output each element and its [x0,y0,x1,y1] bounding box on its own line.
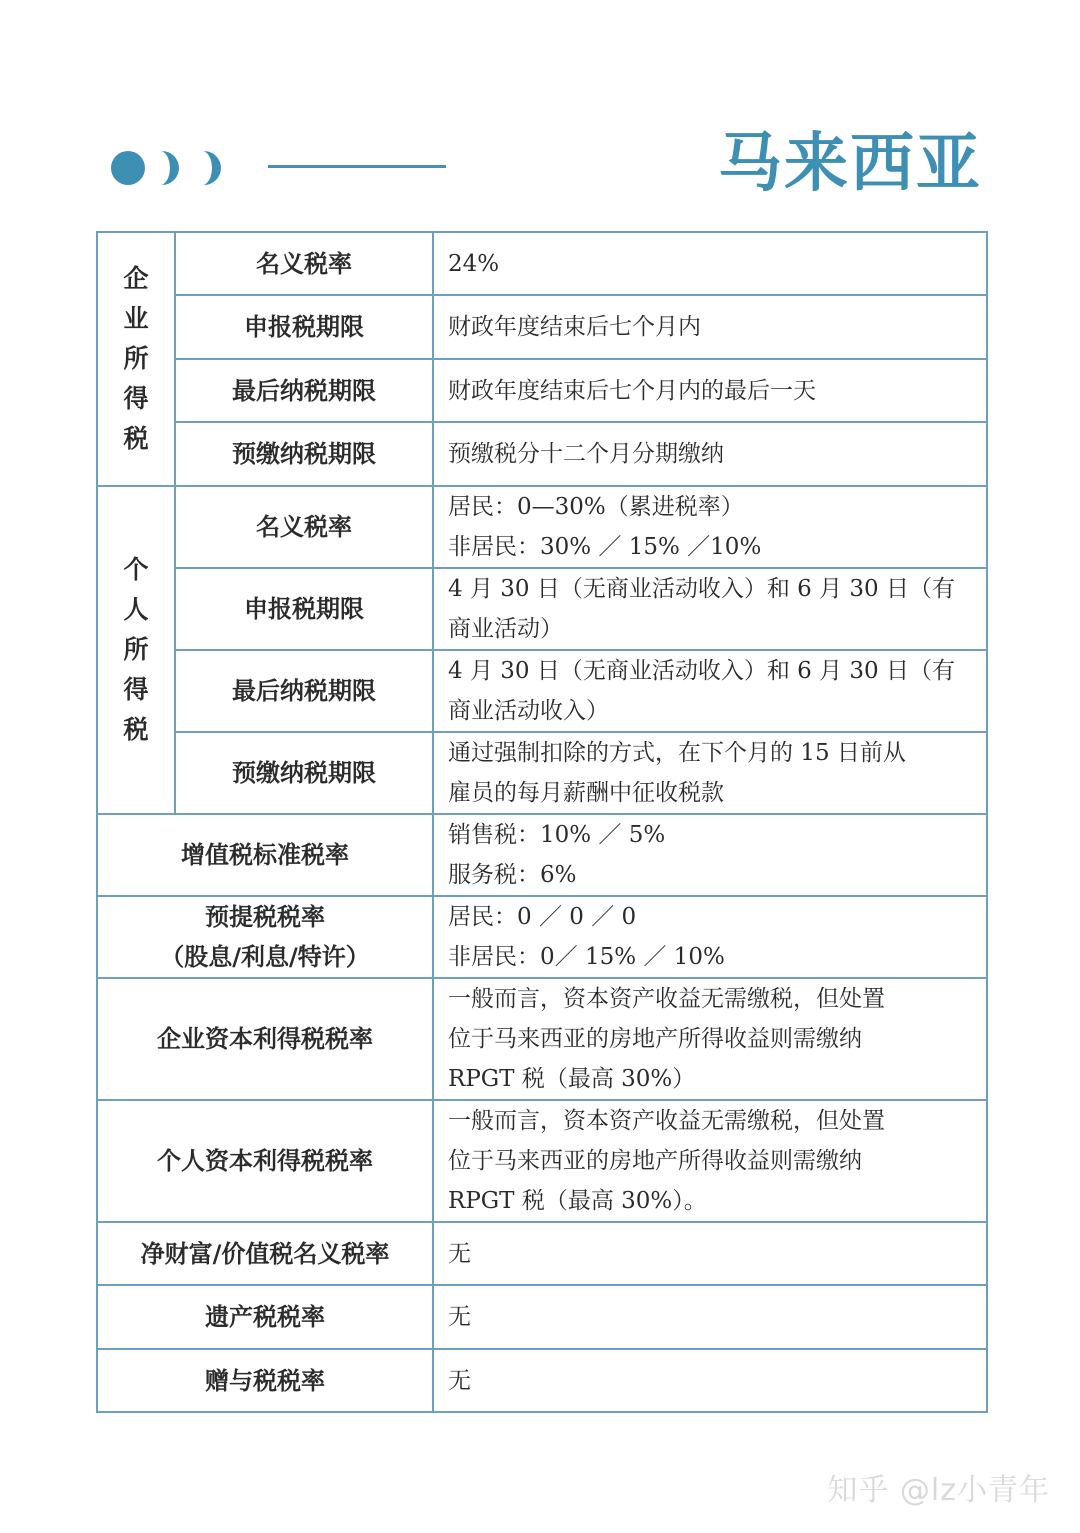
table-row [97,422,987,486]
row-label: 最后纳税期限 [175,650,433,732]
row-label: 最后纳税期限 [175,359,433,422]
row-value: 4 月 30 日（无商业活动收入）和 6 月 30 日（有 商业活动收入） [433,650,987,732]
row-value: 24% [433,232,987,295]
row-value: 销售税：10% ／ 5% 服务税：6% [433,814,987,896]
table-row [97,814,987,896]
tax-table [96,231,988,1413]
table-row [97,232,987,295]
row-label: 预缴纳税期限 [175,422,433,486]
table-row [97,1100,987,1222]
row-value: 一般而言，资本资产收益无需缴税，但处置 位于马来西亚的房地产所得收益则需缴纳 RPGT 税（最高 30%） [433,978,987,1100]
table-row [97,732,987,814]
row-value: 无 [433,1285,987,1349]
row-value: 预缴税分十二个月分期缴纳 [433,422,987,486]
header-divider [268,165,446,168]
row-value: 财政年度结束后七个月内的最后一天 [433,359,987,422]
row-label: 增值税标准税率 [97,814,433,896]
row-value: 通过强制扣除的方式，在下个月的 15 日前从 雇员的每月薪酬中征收税款 [433,732,987,814]
row-label: 申报税期限 [175,568,433,650]
table-row [97,486,987,568]
row-value: 一般而言，资本资产收益无需缴税，但处置 位于马来西亚的房地产所得收益则需缴纳 RPGT 税（最高 30%）。 [433,1100,987,1222]
row-label: 预缴纳税期限 [175,732,433,814]
table-row [97,1285,987,1349]
table-row [97,978,987,1100]
row-label: 净财富/价值税名义税率 [97,1222,433,1285]
group-label-personal: 个人所得税 [97,486,175,814]
row-value: 4 月 30 日（无商业活动收入）和 6 月 30 日（有 商业活动） [433,568,987,650]
row-label: 预提税税率 （股息/利息/特许） [97,896,433,978]
row-value: 居民：0 ／ 0 ／ 0 非居民：0／ 15% ／ 10% [433,896,987,978]
row-label: 个人资本利得税税率 [97,1100,433,1222]
row-label: 申报税期限 [175,295,433,359]
row-label: 名义税率 [175,232,433,295]
group-label-corporate: 企业所得税 [97,232,175,486]
table-row [97,1349,987,1412]
row-value: 财政年度结束后七个月内 [433,295,987,359]
row-label: 企业资本利得税税率 [97,978,433,1100]
table-row [97,896,987,978]
table-row [97,359,987,422]
table-row [97,295,987,359]
row-value: 无 [433,1349,987,1412]
row-value: 居民：0—30%（累进税率） 非居民：30% ／ 15% ／10% [433,486,987,568]
row-label: 名义税率 [175,486,433,568]
table-row [97,650,987,732]
three-dots-icon [110,150,240,186]
watermark: 知乎 @lz小青年 [827,1473,1050,1508]
page-title: 马来西亚 [718,126,982,201]
row-label: 遗产税税率 [97,1285,433,1349]
table-row [97,568,987,650]
row-value: 无 [433,1222,987,1285]
row-label: 赠与税税率 [97,1349,433,1412]
table-row [97,1222,987,1285]
